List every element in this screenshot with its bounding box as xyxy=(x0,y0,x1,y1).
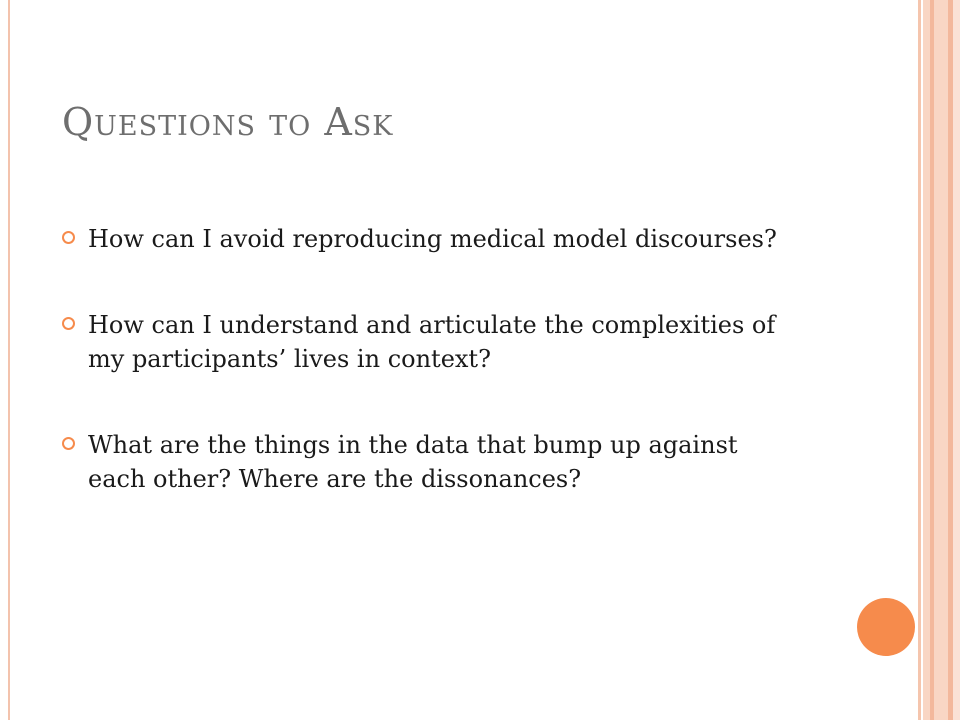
bullet-item xyxy=(62,308,782,376)
bullet-text: How can I avoid reproducing medical model discourses? xyxy=(88,225,777,253)
bullet-text: How can I understand and articulate the complexities of my participants’ lives in context? xyxy=(88,311,776,373)
bullet-list xyxy=(62,222,782,548)
bullet-circle-icon xyxy=(62,437,75,450)
decorative-stripe xyxy=(953,0,960,720)
bullet-item xyxy=(62,222,782,256)
bullet-item xyxy=(62,428,782,496)
decorative-stripe xyxy=(923,0,930,720)
bullet-text: What are the things in the data that bump up against each other? Where are the dissonances? xyxy=(88,431,738,493)
slide-title: Questions to Ask xyxy=(62,100,394,144)
bullet-circle-icon xyxy=(62,231,75,244)
decorative-circle xyxy=(857,598,915,656)
bullet-circle-icon xyxy=(62,317,75,330)
decorative-stripe xyxy=(934,0,948,720)
left-border-line xyxy=(8,0,10,720)
decorative-stripe xyxy=(918,0,921,720)
